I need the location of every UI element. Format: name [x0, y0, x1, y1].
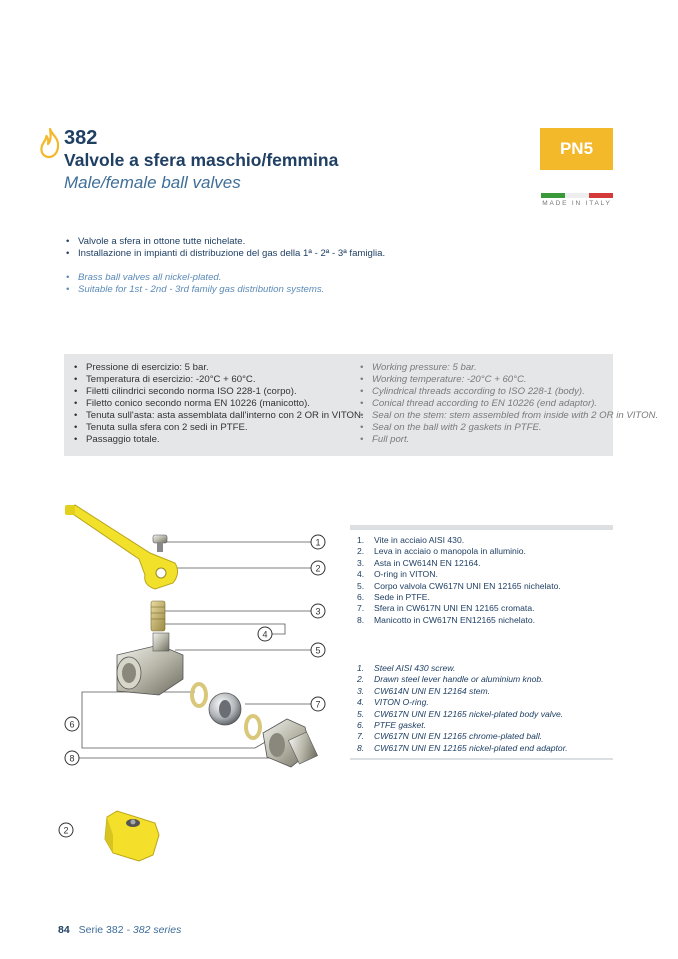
spec-item: • Temperatura di esercizio: -20°C + 60°C.: [72, 374, 342, 386]
spec-item: • Tenuta sull'asta: asta assemblata dall'interno con 2 OR in VITON.: [72, 410, 342, 422]
spec-item: • Seal on the ball with 2 gaskets in PTFE.: [358, 422, 608, 434]
made-in-italy: MADE IN ITALY: [542, 200, 612, 207]
exploded-valve-drawing: [55, 495, 345, 775]
spec-item: • Tenuta sulla sfera con 2 sedi in PTFE.: [72, 422, 342, 434]
part-item: 1. Vite in acciaio AISI 430.: [357, 535, 465, 545]
flag-stripe-white: [565, 193, 589, 198]
part-item: 6. PTFE gasket.: [357, 720, 427, 731]
aluminium-knob-drawing: [55, 805, 175, 865]
features-english: [64, 272, 324, 296]
part-item: 7. Sfera in CW617N UNI EN 12165 cromata.: [357, 603, 535, 614]
spec-item: • Passaggio totale.: [72, 434, 342, 446]
svg-text:2: 2: [315, 563, 321, 574]
part-item: 2. Leva in acciaio o manopola in alluminio.: [357, 546, 526, 557]
callout-4: [258, 627, 272, 641]
page-footer: [58, 924, 181, 936]
svg-text:6: 6: [69, 719, 75, 730]
feature-item: • Brass ball valves all nickel-plated.: [64, 272, 324, 284]
callout-3: [311, 604, 325, 618]
svg-text:2: 2: [63, 825, 69, 836]
part-item: 5. Corpo valvola CW617N UNI EN 12165 nichelato.: [357, 580, 561, 591]
specs-italian: [72, 362, 364, 446]
spec-item: • Working pressure: 5 bar.: [358, 362, 608, 374]
italian-flag: [541, 193, 613, 198]
title-italian: Valvole a sfera maschio/femmina: [64, 150, 339, 170]
parts-bottom-rule: [350, 758, 613, 760]
part-item: 4. VITON O-ring.: [357, 697, 429, 708]
part-item: 6. Sede in PTFE.: [357, 592, 430, 603]
specs-english: [358, 362, 659, 446]
part-item: 3. CW614N UNI EN 12164 stem.: [357, 685, 491, 696]
part-item: 4. O-ring in VITON.: [357, 569, 438, 580]
callout-5: [311, 643, 325, 657]
callout-7: [311, 697, 325, 711]
part-item: 3. Asta in CW614N EN 12164.: [357, 557, 481, 568]
spec-item: • Cylindrical threads according to ISO 228-1 (body).: [358, 386, 608, 398]
part-item: 5. CW617N UNI EN 12165 nickel-plated body valve.: [357, 708, 564, 719]
svg-text:4: 4: [262, 629, 268, 640]
svg-text:7: 7: [315, 699, 321, 710]
spec-item: • Filetto conico secondo norma EN 10226 (manicotto).: [72, 398, 342, 410]
svg-text:8: 8: [69, 753, 75, 764]
flame-icon: [38, 127, 62, 159]
spec-item: • Full port.: [358, 434, 608, 446]
part-item: 8. CW617N UNI EN 12165 nickel-plated end adaptor.: [357, 742, 568, 753]
flag-stripe-red: [589, 193, 613, 198]
product-code: 382: [64, 127, 98, 149]
svg-text:5: 5: [315, 645, 321, 656]
part-item: 1. Steel AISI 430 screw.: [357, 663, 456, 673]
part-item: 8. Manicotto in CW617N EN12165 nichelato.: [357, 614, 535, 625]
feature-item: • Suitable for 1st - 2nd - 3rd family gas distribution systems.: [64, 284, 324, 296]
parts-list-italian: [357, 535, 561, 626]
callout-8: [65, 751, 79, 765]
pressure-badge: PN5: [540, 128, 613, 170]
callout-2-alt: [59, 823, 73, 837]
callout-6: [65, 717, 79, 731]
page-number: 84: [58, 924, 70, 936]
svg-text:1: 1: [315, 537, 321, 548]
series-italian: Serie 382: [78, 924, 124, 936]
spec-item: • Pressione di esercizio: 5 bar.: [72, 362, 342, 374]
spec-item: • Seal on the stem: stem assembled from inside with 2 OR in VITON.: [358, 410, 608, 422]
flag-stripe-green: [541, 193, 565, 198]
callout-1: [311, 535, 325, 549]
title-english: Male/female ball valves: [64, 173, 241, 192]
spec-item: • Conical thread according to EN 10226 (end adaptor).: [358, 398, 608, 410]
spec-item: • Working temperature: -20°C + 60°C.: [358, 374, 608, 386]
feature-item: • Valvole a sfera in ottone tutte nichelate.: [64, 236, 385, 248]
spec-item: • Filetti cilindrici secondo norma ISO 228-1 (corpo).: [72, 386, 342, 398]
parts-list-english: [357, 663, 568, 754]
parts-top-rule: [350, 525, 613, 530]
feature-item: • Installazione in impianti di distribuzione del gas della 1ª - 2ª - 3ª famiglia.: [64, 248, 385, 260]
callout-2: [311, 561, 325, 575]
features-italian: [64, 236, 385, 260]
series-english: - 382 series: [126, 924, 182, 936]
part-item: 2. Drawn steel lever handle or aluminium knob.: [357, 674, 544, 685]
svg-text:3: 3: [315, 606, 321, 617]
part-item: 7. CW617N UNI EN 12165 chrome-plated ball.: [357, 731, 543, 742]
